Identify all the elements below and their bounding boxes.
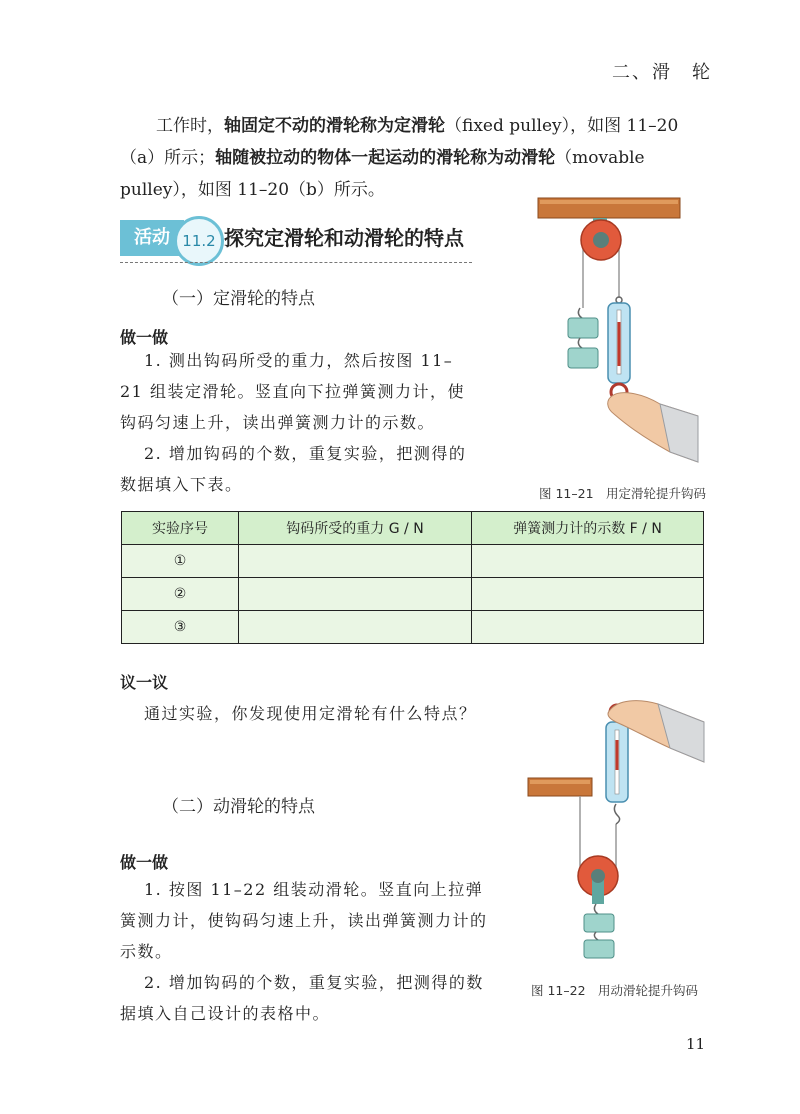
intro-text-1: 工作时，	[156, 116, 224, 136]
spring-scale-indicator	[618, 322, 621, 366]
col-header-reading: 弹簧测力计的示数 F / N	[472, 512, 704, 545]
movable-pulley-definition: 轴随被拉动的物体一起运动的滑轮称为动滑轮	[215, 148, 556, 168]
col-header-weight: 钩码所受的重力 G / N	[239, 512, 472, 545]
part1-step1: 1. 测出钩码所受的重力，然后按图 11–21 组装定滑轮。竖直向下拉弹簧测力计，使钩码匀速上升，读出弹簧测力计的示数。	[120, 351, 465, 432]
figure2-caption: 图 11–22 用动滑轮提升钩码	[531, 983, 699, 998]
part2-do-label: 做一做	[120, 853, 169, 872]
hook-weight-2	[568, 348, 598, 368]
hook-icon	[614, 804, 619, 824]
part2-step1: 1. 按图 11–22 组装动滑轮。竖直向上拉弹簧测力计，使钩码匀速上升，读出弹簧测力计的示数。	[120, 880, 488, 961]
part1-step2: 2. 增加钩码的个数，重复实验，把测得的数据填入下表。	[120, 444, 467, 494]
part1-heading: （一）定滑轮的特点	[162, 289, 315, 309]
intro-text-3: （movable pulley），如图 11–20（b）所示。	[120, 148, 645, 200]
wooden-beam-highlight	[530, 780, 590, 784]
trial-cell: ①	[122, 545, 239, 578]
weight-cell	[239, 578, 472, 611]
hook-weight-1	[584, 914, 614, 932]
hook-weight-2	[584, 940, 614, 958]
table-row	[122, 578, 704, 611]
part2-step2: 2. 增加钩码的个数，重复实验，把测得的数据填入自己设计的表格中。	[120, 973, 484, 1023]
col-header-trial: 实验序号	[122, 512, 239, 545]
table-header-row	[122, 512, 704, 545]
table-row	[122, 611, 704, 644]
data-table	[121, 511, 704, 644]
hook-icon	[578, 308, 582, 318]
table-row	[122, 545, 704, 578]
trial-cell: ②	[122, 578, 239, 611]
reading-cell	[472, 578, 704, 611]
fixed-pulley-definition: 轴固定不动的滑轮称为定滑轮	[224, 116, 445, 136]
discuss-label: 议一议	[120, 673, 169, 692]
intro-text-2: （fixed pulley），如图 11–20（a）所示；	[120, 116, 679, 168]
movable-pulley-figure	[520, 692, 705, 972]
activity-heading	[120, 214, 472, 266]
section-header: 二、滑 轮	[612, 62, 712, 83]
weight-cell	[239, 611, 472, 644]
page-number: 11	[686, 1035, 706, 1053]
discuss-question: 通过实验，你发现使用定滑轮有什么特点？	[144, 704, 477, 723]
part2-heading: （二）动滑轮的特点	[162, 797, 315, 817]
weight-cell	[239, 545, 472, 578]
fixed-pulley-figure	[520, 190, 700, 475]
hook-icon-2	[594, 904, 598, 914]
sleeve-icon	[660, 404, 698, 462]
activity-number: 11.2	[174, 216, 224, 266]
hook-icon-2	[578, 338, 582, 348]
spring-scale-indicator	[616, 740, 619, 770]
reading-cell	[472, 611, 704, 644]
pulley-axle	[591, 869, 605, 883]
reading-cell	[472, 545, 704, 578]
figure1-caption: 图 11–21 用定滑轮提升钩码	[539, 486, 707, 501]
part1-do-label: 做一做	[120, 328, 169, 347]
dashed-divider	[120, 262, 472, 263]
pulley-axle	[593, 232, 609, 248]
hook-weight-1	[568, 318, 598, 338]
wooden-beam-highlight	[540, 200, 678, 204]
activity-title: 探究定滑轮和动滑轮的特点	[224, 226, 464, 250]
trial-cell: ③	[122, 611, 239, 644]
activity-badge: 活动	[120, 220, 184, 256]
hook-icon-3	[594, 932, 598, 940]
